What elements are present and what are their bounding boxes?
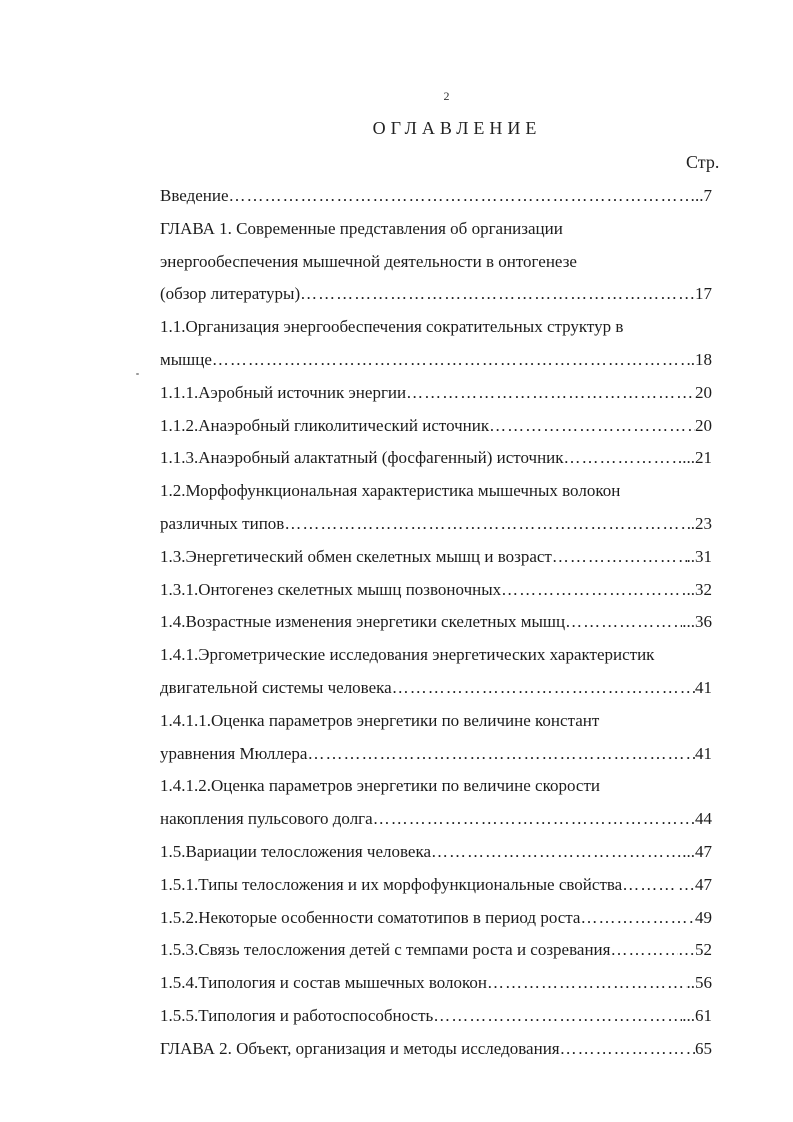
toc-entry-page: 20 bbox=[695, 382, 712, 402]
toc-entry-label: 1.1.1.Аэробный источник энергии bbox=[160, 382, 407, 402]
toc-entry bbox=[160, 475, 720, 508]
toc-entry bbox=[160, 869, 712, 902]
toc-entry bbox=[160, 311, 720, 344]
toc-entry bbox=[160, 442, 712, 475]
toc-entry bbox=[160, 639, 720, 672]
dot-leader bbox=[392, 672, 695, 705]
toc-entry-label: 1.5.Вариации телосложения человека bbox=[160, 841, 431, 861]
toc-entry bbox=[160, 1033, 712, 1066]
toc-entry-label: 1.1.3.Анаэробный алактатный (фосфагенный) источник bbox=[160, 448, 564, 468]
toc-entry-page: 49 bbox=[695, 907, 712, 927]
toc-entry-page: …47 bbox=[678, 874, 712, 894]
dot-leader bbox=[300, 278, 695, 311]
toc-entry bbox=[160, 705, 720, 738]
toc-entry-label: уравнения Мюллера bbox=[160, 743, 308, 763]
dot-leader bbox=[564, 442, 683, 475]
dot-leader bbox=[560, 1033, 695, 1066]
toc-entry bbox=[160, 246, 720, 279]
toc-entry bbox=[160, 1000, 712, 1033]
toc-entry-page: ...47 bbox=[682, 841, 712, 861]
toc-entry-label: двигательной системы человека bbox=[160, 677, 392, 697]
toc-entry-label: 1.5.5.Типология и работоспособность bbox=[160, 1005, 434, 1025]
toc-entry-label: 1.1.Организация энергообеспечения сократительных структур в bbox=[160, 317, 624, 337]
toc-entry-label: 1.1.2.Анаэробный гликолитический источник bbox=[160, 415, 490, 435]
toc-entry bbox=[160, 278, 712, 311]
dot-leader bbox=[431, 836, 682, 869]
toc-entry-page: ..7 bbox=[695, 186, 712, 205]
toc-entry-page: 44 bbox=[695, 809, 712, 829]
dot-leader bbox=[212, 344, 687, 377]
toc-entry-page: 41 bbox=[695, 743, 712, 763]
toc-entry-label: (обзор литературы) bbox=[160, 284, 301, 304]
toc-entry-label: 1.2.Морфофункциональная характеристика мышечных волокон bbox=[160, 481, 621, 501]
dot-leader bbox=[610, 934, 678, 967]
toc-entry-label: 1.3.1.Онтогенез скелетных мышц позвоночных bbox=[160, 579, 502, 599]
toc-entry bbox=[160, 410, 712, 443]
toc-entry-label: 1.5.1.Типы телосложения и их морфофункциональные свойства bbox=[160, 874, 623, 894]
dot-leader bbox=[622, 869, 678, 902]
toc-entry-label: накопления пульсового долга bbox=[160, 809, 373, 829]
toc-entry bbox=[160, 672, 712, 705]
toc-entry-page: 17 bbox=[695, 284, 712, 304]
dot-leader bbox=[565, 606, 682, 639]
toc-entry-page: ..18 bbox=[686, 349, 712, 369]
toc-entry-page: …52 bbox=[678, 940, 712, 960]
dot-leader bbox=[552, 541, 687, 574]
toc-entry-label: энергообеспечения мышечной деятельности в онтогенезе bbox=[160, 251, 577, 271]
toc-entry-label: 1.3.Энергетический обмен скелетных мышц и возраст bbox=[160, 546, 552, 566]
toc-entry-page: ..56 bbox=[686, 973, 712, 993]
toc-entry bbox=[160, 934, 712, 967]
table-of-contents bbox=[160, 180, 720, 1066]
toc-entry bbox=[160, 770, 720, 803]
toc-entry-page: ..32 bbox=[686, 579, 712, 599]
toc-entry bbox=[160, 180, 712, 213]
dot-leader bbox=[229, 180, 695, 213]
toc-entry bbox=[160, 836, 712, 869]
document-title: ОГЛАВЛЕНИЕ bbox=[372, 118, 542, 138]
page-number: 2 bbox=[443, 89, 450, 103]
toc-entry bbox=[160, 902, 712, 935]
toc-entry-label: 1.5.2.Некоторые особенности соматотипов в период роста bbox=[160, 907, 581, 927]
toc-entry-label: 1.4.1.Эргометрические исследования энергетических характеристик bbox=[160, 645, 655, 665]
toc-entry bbox=[160, 606, 712, 639]
toc-entry-label: 1.5.4.Типология и состав мышечных волокон bbox=[160, 973, 488, 993]
toc-entry-page: ...36 bbox=[682, 612, 712, 632]
toc-entry-page: ..31 bbox=[686, 546, 712, 566]
toc-entry-label: 1.4.1.2.Оценка параметров энергетики по величине скорости bbox=[160, 776, 600, 796]
page-column-label: Стр. bbox=[686, 152, 720, 172]
toc-entry-label: ГЛАВА 1. Современные представления об организации bbox=[160, 218, 563, 238]
dot-leader bbox=[489, 410, 695, 443]
toc-entry-page: 65 bbox=[695, 1038, 712, 1058]
toc-entry-label: 1.5.3.Связь телосложения детей с темпами роста и созревания bbox=[160, 940, 611, 960]
toc-entry bbox=[160, 508, 712, 541]
toc-entry-page: 20 bbox=[695, 415, 712, 435]
toc-entry-label: 1.4.Возрастные изменения энергетики скелетных мышц bbox=[160, 612, 566, 632]
toc-entry-page: .23 bbox=[690, 513, 712, 533]
dot-leader bbox=[487, 967, 686, 1000]
toc-entry bbox=[160, 213, 720, 246]
toc-entry bbox=[160, 967, 712, 1000]
toc-entry-page: ...61 bbox=[682, 1005, 712, 1025]
toc-entry bbox=[160, 344, 712, 377]
toc-entry-label: 1.4.1.1.Оценка параметров энергетики по величине констант bbox=[160, 710, 600, 730]
toc-entry bbox=[160, 541, 712, 574]
dot-leader bbox=[501, 574, 686, 607]
toc-entry-page: 41 bbox=[695, 677, 712, 697]
dot-leader bbox=[284, 508, 690, 541]
dot-leader bbox=[580, 902, 695, 935]
dot-leader bbox=[433, 1000, 682, 1033]
toc-entry bbox=[160, 803, 712, 836]
toc-entry-label: мышце bbox=[160, 349, 212, 369]
toc-entry-label: различных типов bbox=[160, 513, 285, 533]
dot-leader bbox=[307, 738, 695, 771]
scan-artifact bbox=[136, 373, 139, 375]
toc-entry bbox=[160, 738, 712, 771]
toc-entry bbox=[160, 377, 712, 410]
toc-entry bbox=[160, 574, 712, 607]
toc-entry-label: Введение bbox=[160, 186, 229, 205]
dot-leader bbox=[373, 803, 695, 836]
dot-leader bbox=[406, 377, 695, 410]
toc-entry-page: ...21 bbox=[682, 448, 712, 468]
toc-entry-label: ГЛАВА 2. Объект, организация и методы исследования bbox=[160, 1038, 560, 1058]
